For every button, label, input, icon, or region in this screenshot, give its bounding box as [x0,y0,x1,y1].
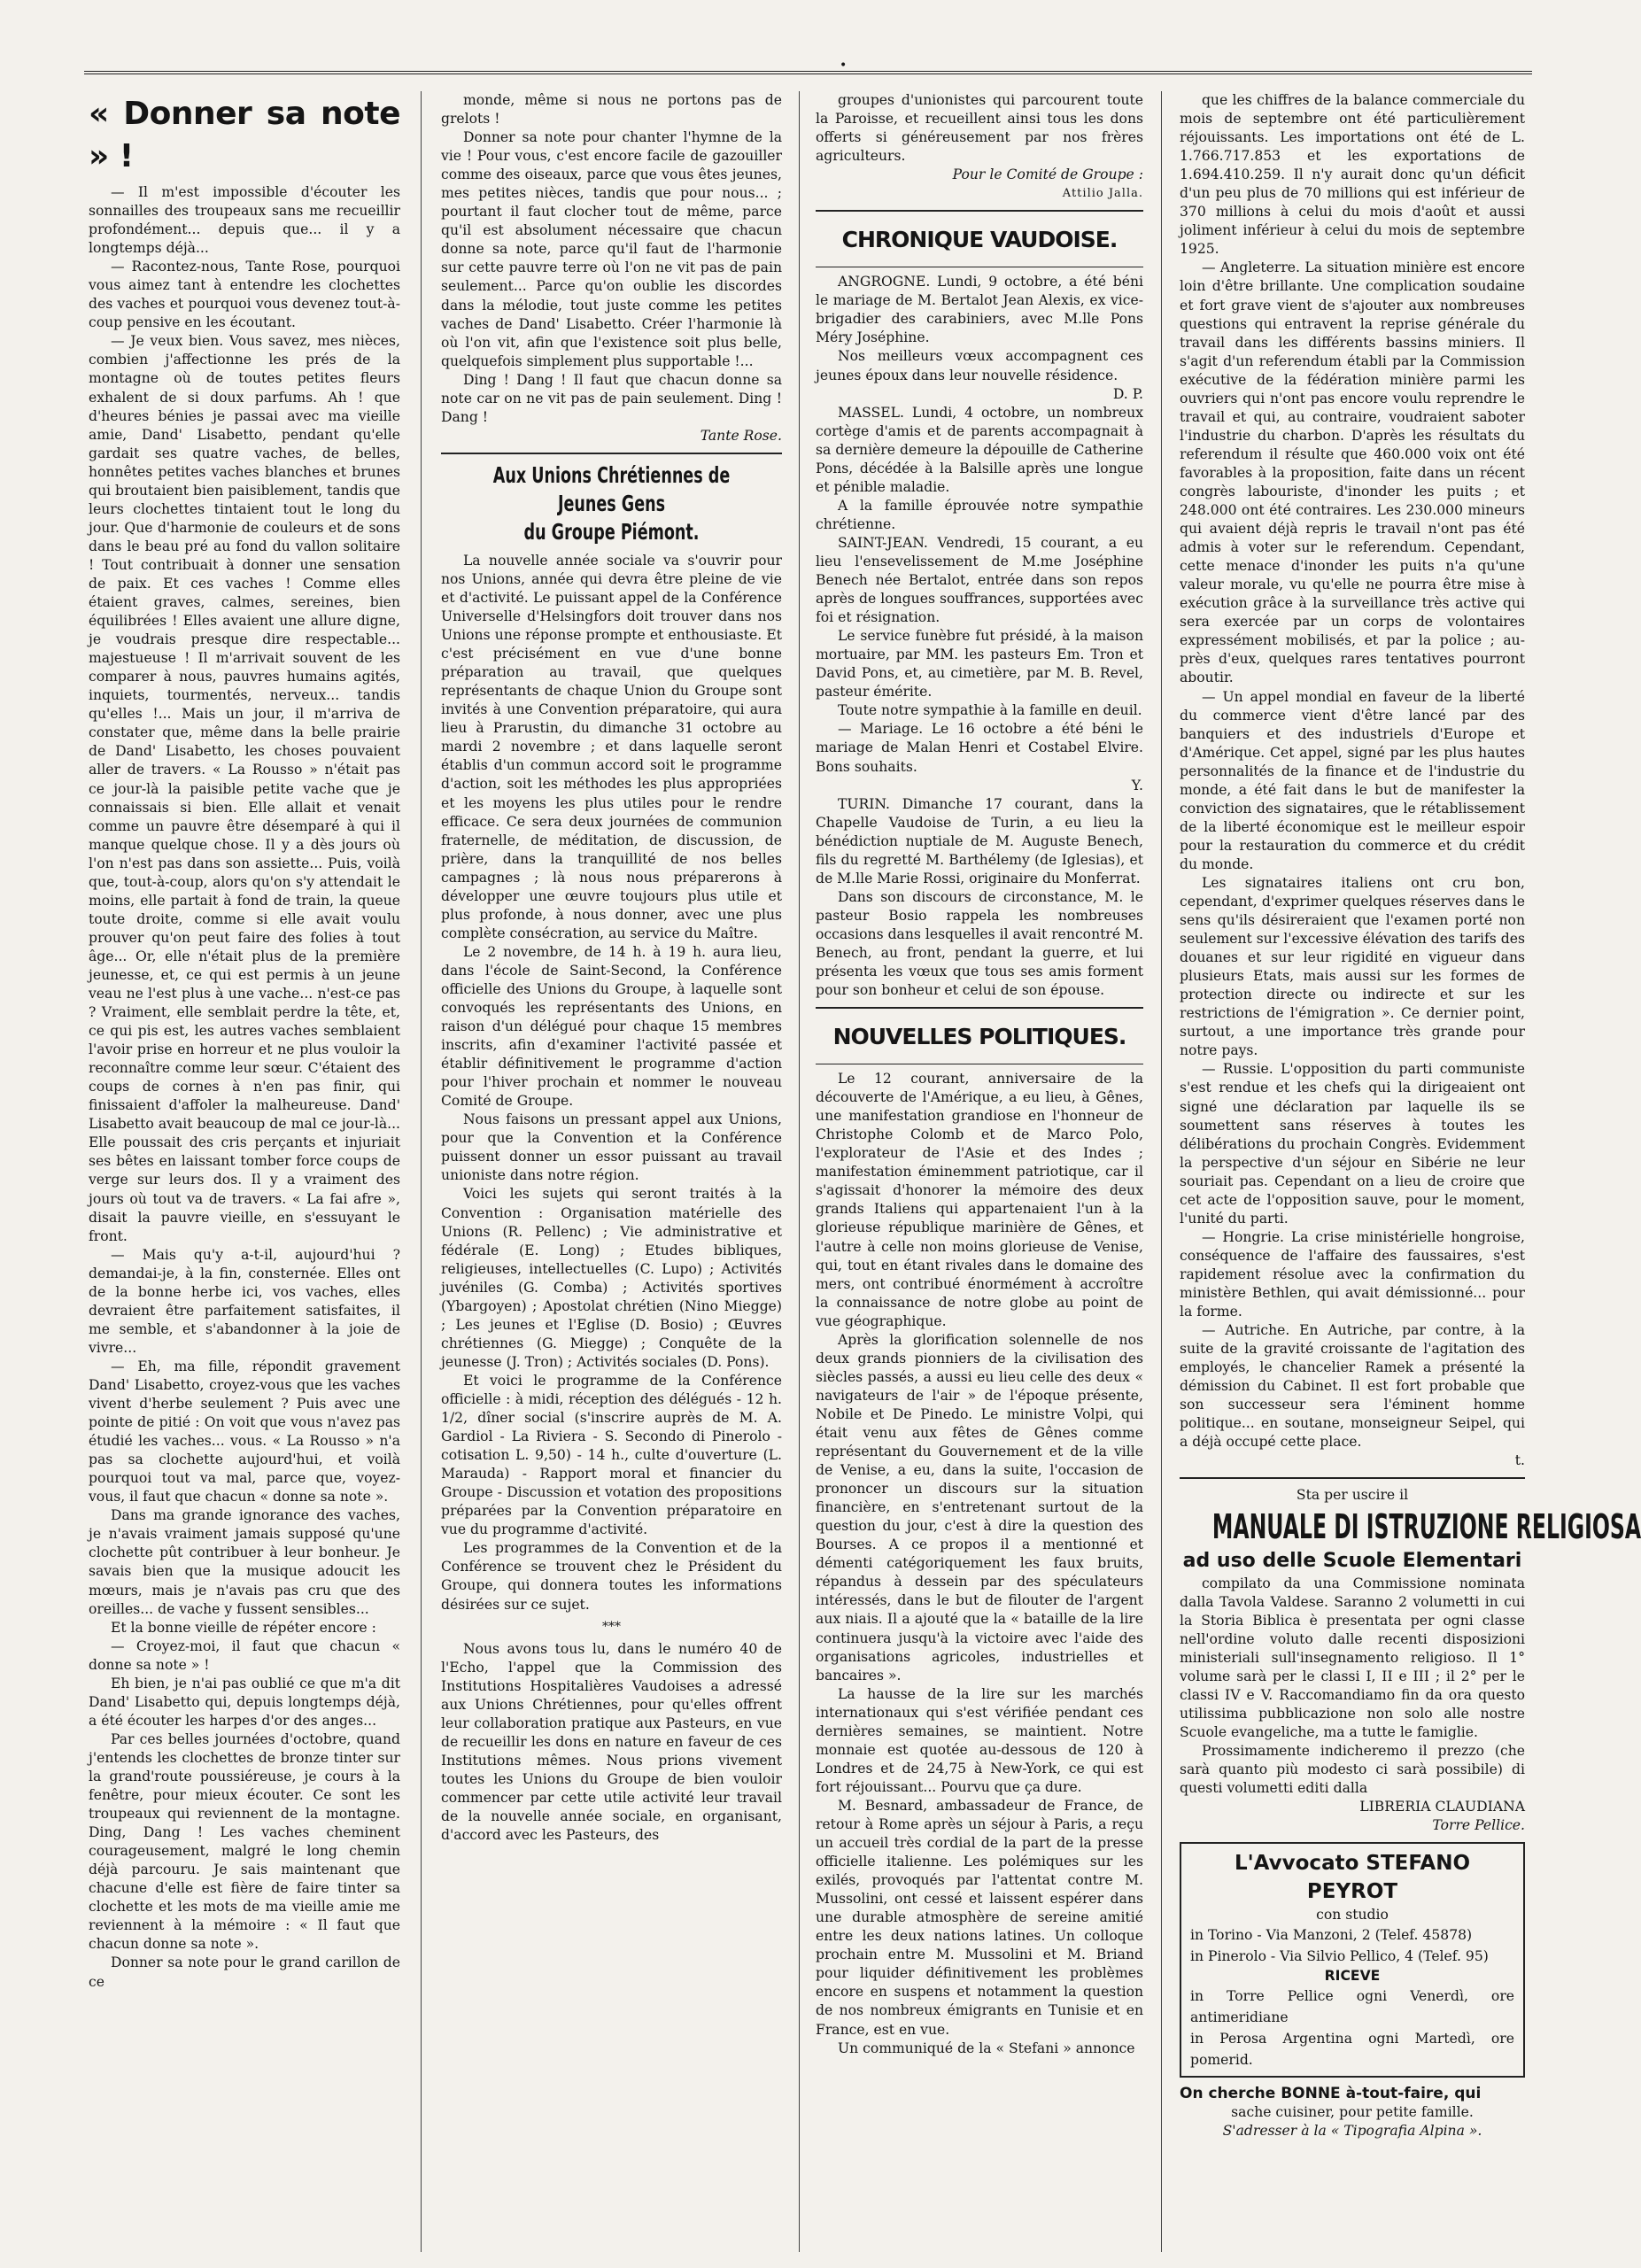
section-rule [816,210,1143,212]
ad-body: compilato da una Commissione nominata dalla Tavola Valdese. Saranno 2 volumetti in cui la Storia Biblica è presentata per ogni classe nell'ordine voluto dalle recenti disposizioni ministeriali sull'insegnamento religioso. Il 1° volume sarà per le classi I, II e III ; il 2° per le classi IV e V. Raccomandiamo fin da ora questo utilissima pubblicazione non solo alle nostre Scuole evangeliche, ma a tutte le famiglie. [1180,1575,1525,1740]
paragraph: — Hongrie. La crise ministérielle hongroise, conséquence de l'affaire des faussaires, s'est rapidement résolue avec la confirmation du ministère Bethlen, qui avait démissionné... pour la forme. [1180,1228,1525,1320]
ad-line: con studio [1316,1907,1389,1924]
signature: Tante Rose. [700,427,782,444]
paragraph: SAINT-JEAN. Vendredi, 15 courant, a eu lieu l'ensevelissement de M.me Joséphine Benech née Bertalot, entrée dans son repos après de longues souffrances, supportées avec foi et résignation. [816,534,1143,626]
top-rule [84,71,1532,74]
ad-name: L'Avvocato STEFANO PEYROT [1234,1852,1471,1904]
paragraph: La hausse de la lire sur les marchés internationaux qui s'est vérifiée pendant ces dernières semaines, se maintient. Notre monnaie est quotée au-dessous de 120 à Londres et de 24,75 à New-York, ce qui est fort réjouissant... Pourvu que ça dure. [816,1685,1143,1795]
column-4 [1180,91,1641,2252]
column-divider [1161,91,1162,2252]
paragraph: Le 12 courant, anniversaire de la découverte de l'Amérique, a eu lieu, à Gênes, une manifestation grandiose en l'honneur de Christophe Colomb et de Marco Polo, l'explorateur de l'Asie et des Indes ; manifestation éminemment patriotique, car il s'agissait d'honorer la mémoire des deux grands Italiens qui appartenaient l'un à la glorieuse république marinière de Gênes, et l'autre à celle non moins glorieuse de Venise, qui, tout en étant rivales dans le domaine des mers, ont contribué énormément à accroître la connaissance de notre globe au point de vue géographique. [816,1071,1143,1329]
column-1 [89,91,400,2252]
paragraph: monde, même si nous ne portons pas de grelots ! [441,92,782,128]
paragraph: — Un appel mondial en faveur de la liberté du commerce vient d'être lancé par des banquiers et des industriels d'Europe et d'Amérique. Cet appel, signé par les plus hautes personnalités de la finance et de l'industrie du monde, a été fait dans le but de manifester la conviction des signataires, que le rétablissement de la liberté économique est le meilleur espoir pour la restauration du commerce et du crédit du monde. [1180,688,1525,872]
section-title-line: Aux Unions Chrétiennes de Jeunes Gens [492,461,731,516]
paragraph: — Racontez-nous, Tante Rose, pourquoi vous aimez tant à entendre les clochettes des vaches et pourquoi vous devenez tout-à-coup pensive en les écoutant. [89,259,400,331]
paragraph: La nouvelle année sociale va s'ouvrir pour nos Unions, année qui devra être pleine de vie et d'activité. Le puissant appel de la Conférence Universelle d'Helsingfors doit trouver dans nos Unions une réponse prompte et enthousiaste. Et c'est précisément en vue d'une bonne préparation au travail, que quelques représentants de chaque Union du Groupe sont invités à une Convention préparatoire, qui aura lieu à Prarustin, du dimanche 31 octobre au mardi 2 novembre ; et dans laquelle seront établis d'un commun accord soit le programme d'action, soit les méthodes les plus appropriées et les moyens les plus utiles pour le rendre efficace. Ce sera deux journées de communion fraternelle, de méditation, de discussion, de prière, dans la tranquillité de nos belles campagnes ; là nous nous préparerons à développer une œuvre toujours plus utile et plus profonde, à nous donner, avec une plus complète consécration, au service du Maître. [441,552,782,941]
paragraph: Nous faisons un pressant appel aux Unions, pour que la Convention et la Conférence puissent donner un essor puissant au travail unioniste dans notre région. [441,1111,782,1184]
ad-place: Torre Pellice. [1432,1817,1525,1834]
paragraph: Le service funèbre fut présidé, à la maison mortuaire, par MM. les pasteurs Em. Tron et David Pons, et, au cimetière, par M. B. Revel, pasteur émérite. [816,628,1143,701]
section-separator: *** [602,1619,621,1634]
paragraph: Les signataires italiens ont cru bon, cependant, d'exprimer quelques réserves dans le sens qu'ils désireraient que l'examen porté non seulement sur l'excessive élévation des tarifs des douanes et sur leur rigidité en vigueur dans plusieurs Etats, mais aussi sur les formes de protection directe ou indirecte et sur les restrictions de l'émigration ». Ce dernier point, surtout, a une importance très grande pour notre pays. [1180,874,1525,1059]
paragraph: Par ces belles journées d'octobre, quand j'entends les clochettes de bronze tinter sur la grand'route poussiéreuse, je cours à la fenêtre, pour mieux écouter. Ce sont les troupeaux qui reviennent de la montagne. Ding, Dang ! Les vaches cheminent courageusement, malgré le long chemin déjà parcouru. Je sais maintenant que chacune d'elle est fière de faire tinter sa clochette et les mots de ma vieille amie me reviennent à la mémoire : « Il faut que chacun donne sa note ». [89,1730,400,1953]
ad-publisher: LIBRERIA CLAUDIANA [1359,1799,1525,1815]
ad-title: MANUALE DI ISTRUZIONE RELIGIOSA [1211,1506,1641,1546]
paragraph: Ding ! Dang ! Il faut que chacun donne sa note car on ne vit pas de pain seulement. Ding ! Dang ! [441,371,782,425]
section-rule [441,453,782,454]
ad-line: sache cuisiner, pour petite famille. [1231,2104,1474,2121]
paragraph: Et la bonne vieille de répéter encore : [110,1619,376,1636]
ad-subtitle: ad uso delle Scuole Elementari [1182,1549,1522,1572]
section-title: CHRONIQUE VAUDOISE. [841,227,1118,253]
paragraph: Eh bien, je n'ai pas oublié ce que m'a dit Dand' Lisabetto qui, depuis longtemps déjà, a été écouter les harpes d'or des anges... [89,1675,400,1729]
paragraph: — Autriche. En Autriche, par contre, à la suite de la gravité croissante de l'agitation des employés, le chancelier Ramek a présenté la démission du Cabinet. Il est fort probable que son successeur sera l'éminent homme politique... en soutane, monseigneur Seipel, qui a déjà occupé cette place. [1180,1322,1525,1451]
paragraph: Toute notre sympathie à la famille en deuil. [837,702,1142,719]
ad-line: in Torino - Via Manzoni, 2 (Telef. 45878) [1190,1927,1473,1944]
signature: Attilio Jalla. [1062,187,1143,201]
paragraph: MASSEL. Lundi, 4 octobre, un nombreux cortège d'amis et de parents accompagnait à sa dernière demeure la dépouille de Catherine Pons, décédée à la Balsille après une longue et pénible maladie. [816,404,1143,495]
article-title: « Donner sa note » ! [89,96,400,174]
ad-line: in Torre Pellice ogni Venerdì, ore antimeridiane [1190,1988,1514,2026]
paragraph: — Russie. L'opposition du parti communiste s'est rendue et les chefs qui la dirigeaient ont signé une déclaration par laquelle ils se soumettent sans réserves à toutes les délibérations du prochain Congrès. Evidemment la perspective d'un séjour en Sibérie ne leur souriait pas. Cependant on a lieu de croire que cet acte de l'opposition sauve, pour le moment, l'unité du parti. [1180,1061,1525,1227]
paragraph: — Eh, ma fille, répondit gravement Dand' Lisabetto, croyez-vous que les vaches vivent d'herbe seulement ? Puis avec une pointe de pitié : On voit que vous n'avez pas étudié les vaches... vous. « La Rousso » n'a pas sa clochette aujourd'hui, et voilà pourquoi tout va mal, parce que, voyez-vous, il faut que chacun « donne sa note ». [89,1358,400,1506]
section-title-line: du Groupe Piémont. [523,518,700,545]
paragraph: — Mariage. Le 16 octobre a été béni le mariage de Malan Henri et Costabel Elvire. Bons souhaits. [816,721,1143,775]
paragraph: — Il m'est impossible d'écouter les sonnailles des troupeaux sans me recueillir profondément... depuis que... il y a longtemps déjà... [89,184,400,257]
paragraph: TURIN. Dimanche 17 courant, dans la Chapelle Vaudoise de Turin, a eu lieu la bénédiction nuptiale de M. Auguste Benech, fils du regretté M. Barthélemy (de Iglesias), et de M.lle Marie Rossi, originaire du Monferrat. [816,795,1143,886]
ad-line: S'adresser à la « Tipografia Alpina ». [1222,2123,1482,2140]
column-3 [816,91,1143,2252]
article-body [89,183,400,1992]
ad-line: RICEVE [1324,1968,1381,1985]
paragraph: Les programmes de la Convention et de la Conférence se trouvent chez le Président du Groupe, qui donnera toutes les informations désirées sur ce sujet. [441,1540,782,1613]
paragraph: groupes d'unionistes qui parcourent toute la Paroisse, et recueillent ainsi tous les dons offerts si généreusement par nos frères agriculteurs. [816,92,1143,165]
paragraph: Dans son discours de circonstance, M. le pasteur Bosio rappela les nombreuses occasions dans lesquelles il avait rencontré M. Benech, au front, pendant la guerre, et lui présenta les vœux que tous ses amis forment pour son bonheur et celui de son épouse. [816,888,1143,999]
section-title: NOUVELLES POLITIQUES. [832,1024,1126,1050]
paragraph: Un communiqué de la « Stefani » annonce [837,2040,1135,2056]
paragraph: M. Besnard, ambassadeur de France, de retour à Rome après un séjour à Paris, a reçu un accueil très cordial de la part de la presse officielle italienne. Les polémiques sur les exilés, provoqués par l'attentat contre M. Mussolini, ont cessé et laissent espérer dans une durable atmosphère de sereine amitié entre les deux nations latines. Un colloque prochain entre M. Mussolini et M. Briand pour liquider définitivement les problèmes encore en suspens et notamment la question de nos nombreux émigrants en Tunisie et en France, est en vue. [816,1797,1143,2038]
paragraph: — Croyez-moi, il faut que chacun « donne sa note » ! [89,1637,400,1673]
signature: Y. [1131,777,1143,793]
paragraph: Et voici le programme de la Conférence officielle : à midi, réception des délégués - 12 h. 1/2, dîner social (s'inscrire auprès de M. A. Gardiol - La Riviera - S. Secondo di Pinerolo - cotisation L. 9,50) - 14 h., culte d'ouverture (L. Marauda) - Rapport moral et financier du Groupe - Discussion et votation des propositions préparées par la Convention préparatoire en vue du programme d'activité. [441,1372,782,1538]
column-2 [441,91,782,2252]
paragraph: Donner sa note pour chanter l'hymne de la vie ! Pour vous, c'est encore facile de gazouiller comme des oiseaux, parce que vous êtes jeunes, mes petites nièces, tandis que pour nous... ; pourtant il faut clocher tout de même, parce qu'il est absolument nécessaire que chacun donne sa note, parce qu'il faut de l'harmonie sur cette pauvre terre où l'on ne vit pas de pain seulement... Parce qu'on oublie les discordes dans la mélodie, tout juste comme les petites vaches de Dand' Lisabetto. Créer l'harmonie là où l'on vit, afin que l'existence soit plus belle, quelquefois simplement plus supportable !... [441,129,782,369]
paragraph: Le 2 novembre, de 14 h. à 19 h. aura lieu, dans l'école de Saint-Second, la Conférence officielle des Unions du Groupe, à laquelle sont convoqués les représentants des Unions, en raison d'un délégué pour chaque 15 membres inscrits, afin d'examiner l'activité passée et établir définitivement le programme d'action pour l'hiver prochain et nommer le nouveau Comité de Groupe. [441,943,782,1110]
paragraph: Dans ma grande ignorance des vaches, je n'avais vraiment jamais supposé qu'une clochette pût contribuer à leur bonheur. Je savais bien que la musique adoucit les mœurs, mais je n'avais pas cru que des oreilles... de vache y fussent sensibles... [89,1507,400,1617]
top-dot: • [840,58,848,73]
section-rule [1180,1477,1525,1479]
ad-line: On cherche BONNE à-tout-faire, qui [1180,2085,1482,2103]
paragraph: Nos meilleurs vœux accompagnent ces jeunes époux dans leur nouvelle résidence. [816,348,1143,383]
paragraph: — Je veux bien. Vous savez, mes nièces, combien j'affectionne les prés de la montagne où de toutes petites fleurs exhalent de si doux parfums. Ah ! que d'heures bénies je passai avec ma vieille amie, Dand' Lisabetto, pendant qu'elle gardait ses quatre vaches, de belles, honnêtes petites vaches blanches et brunes qui broutaient bien paisiblement, tandis que leurs clochettes tintaient tout le long du jour. Que d'harmonie de couleurs et de sons dans le beau pré au fond du vallon solitaire ! Tout contribuait à donner une sensation de paix. Et ces vaches ! Comme elles étaient graves, calmes, sereines, bien équilibrées ! Elles avaient une allure digne, je voudrais presque dire respectable... majestueuse ! Il m'arrivait souvent de les comparer à nous, pauvres humains agités, inquiets, tourmentés, nerveux... tandis qu'elles !... Mais un jour, il m'arriva de constater que, même dans la belle prairie de Dand' Lisabetto, les choses pouvaient aller de travers. « La Rousso » n'était pas ce jour-là la paisible petite vache que je connaissais si bien. Elle allait et venait comme un pauvre être désemparé à qui il manque quelque chose. Il y a dès jours où l'on n'est pas dans son assiette... Puis, voilà que, tout-à-coup, alors qu'on s'y attendait le moins, elle partait à fond de train, la queue toute droite, comme si elle avait voulu prouver qu'on peut faire des folies à tout âge... Or, elle n'était plus de la première jeunesse, et, ce qui est permis à un jeune veau ne l'est plus à une vache... n'est-ce pas ? Vraiment, elle semblait perdre la tête, et, ce qui pis est, les autres vaches semblaient l'avoir prise en horreur et ne plus vouloir la reconnaître comme leur sœur. C'étaient des coups de cornes à n'en pas finir, qui finissaient d'affoler la malheureuse. Dand' Lisabetto avait beaucoup de mal ce jour-là... Elle poussait des cris perçants et injuriait ses bêtes en laissant tomber force coups de verge sur leurs dos. Il y a vraiment des jours où tout va de travers. « La fai afre », disait la pauvre vieille, en s'essuyant le front. [89,333,400,1244]
paragraph: Nous avons tous lu, dans le numéro 40 de l'Echo, l'appel que la Commission des Institutions Hospitalières Vaudoises a adressé aux Unions Chrétiennes, pour qu'elles offrent leur collaboration pratique aux Pasteurs, en vue de recueillir les dons en nature en faveur de ces Institutions mêmes. Nous prions vivement toutes les Unions du Groupe de bien vouloir commencer par cette utile activité leur travail de la nouvelle année sociale, en organisant, d'accord avec les Pasteurs, des [441,1640,782,1844]
column-divider [799,91,800,2252]
ad-line: in Perosa Argentina ogni Martedì, ore pomerid. [1190,2031,1514,2069]
paragraph: — Angleterre. La situation minière est encore loin d'être brillante. Une complication soudaine et fort grave vient de s'ajouter aux nombreuses questions qui entravent la reprise générale du travail dans les différents bassins miniers. Il s'agit d'un referendum établi par la Commission exécutive de la fédération minière parmi les ouvriers qui n'ont pas encore voulu reprendre le travail et qui, au contraire, voudraient saboter l'industrie du charbon. D'après les résultats du referendum il résulte que 460.000 voix ont été favorables à la proposition, faite dans un récent congrès labouriste, d'inonder les puits ; et 248.000 ont été contraires. Les 230.000 mineurs qui avaient déjà repris le travail n'ont pas été admis à voter sur le referendum. Cependant, cette menace d'inonder les puits n'a qu'une valeur morale, vu qu'elle ne pourra être mise à exécution grâce à la surveillance très active qui sera exercée par un corps de volontaires expressément mobilisés, et par la police ; au-près d'eux, quelques rares tentatives pourront aboutir. [1180,259,1525,686]
advertisement-manuale [1180,1486,1641,1835]
paragraph: A la famille éprouvée notre sympathie chrétienne. [816,497,1143,532]
advertisement-avvocato [1180,1842,1525,2078]
paragraph: Voici les sujets qui seront traités à la Convention : Organisation matérielle des Unions (R. Pellenc) ; Vie administrative et fédérale (E. Long) ; Etudes bibliques, religieuses, intellectuelles (C. Lupo) ; Activités juvéniles (G. Comba) ; Activités sportives (Ybargoyen) ; Apostolat chrétien (Nino Miegge) ; Les jeunes et l'Eglise (D. Bosio) ; Œuvres chrétiennes (G. Miegge) ; Conquête de la jeunesse (J. Tron) ; Activités sociales (D. Pons). [441,1186,782,1370]
column-divider [421,91,422,2252]
paragraph: Donner sa note pour le grand carillon de ce [89,1955,400,1990]
signature: Pour le Comité de Groupe : [952,166,1143,183]
advertisement-bonne [1180,2085,1525,2140]
section-rule [816,1007,1143,1009]
ad-preline: Sta per uscire il [1296,1487,1409,1504]
paragraph: — Mais qu'y a-t-il, aujourd'hui ? demandai-je, à la fin, consternée. Elles ont de la bonne herbe ici, vos vaches, elles devraient être parfaitement satisfaites, il me semble, et s'abandonner à la joie de vivre... [89,1246,400,1356]
ad-body: Prossimamente indicheremo il prezzo (che sarà quanto più modesto ci sarà possibile) di questi volumetti editi dalla [1180,1742,1525,1797]
signature: t. [1514,1452,1525,1469]
ad-line: in Pinerolo - Via Silvio Pellico, 4 (Telef. 95) [1190,1948,1489,1965]
paragraph: que les chiffres de la balance commerciale du mois de septembre ont été particulièrement réjouissants. Les importations ont été de L. 1.766.717.853 et les exportations de 1.694.410.259. Il n'y aurait donc qu'un déficit d'un peu plus de 70 millions qui est inférieur de 370 millions à celui du mois d'août et aussi joliment inférieur à celui du mois de septembre 1925. [1180,92,1525,258]
paragraph: ANGROGNE. Lundi, 9 octobre, a été béni le mariage de M. Bertalot Jean Alexis, ex vice-brigadier des carabiniers, avec M.lle Pons Méry Joséphine. [816,274,1143,346]
paragraph: Après la glorification solennelle de nos deux grands pionniers de la civilisation des siècles passés, a aussi eu lieu celle des deux « navigateurs de l'air » de l'époque présente, Nobile et De Pinedo. Le ministre Volpi, qui était venu aux fêtes de Gênes comme représentant du Gouvernement et de la ville de Venise, a eu, dans la suite, l'occasion de prononcer un discours sur la situation financière, en s'entretenant surtout de la question du jour, c'est à dire la question des Bourses. A ce propos il a mentionné et démenti catégoriquement les faux bruits, répandus à dessein par des spéculateurs intéressés, dans le but de filouter de l'argent aux niais. Il a ajouté que la « bataille de la lire continuera jusqu'à la victoire avec l'aide des organisations agricoles, industrielles et bancaires ». [816,1331,1143,1684]
signature: D. P. [1112,385,1143,402]
section-title [478,461,744,546]
